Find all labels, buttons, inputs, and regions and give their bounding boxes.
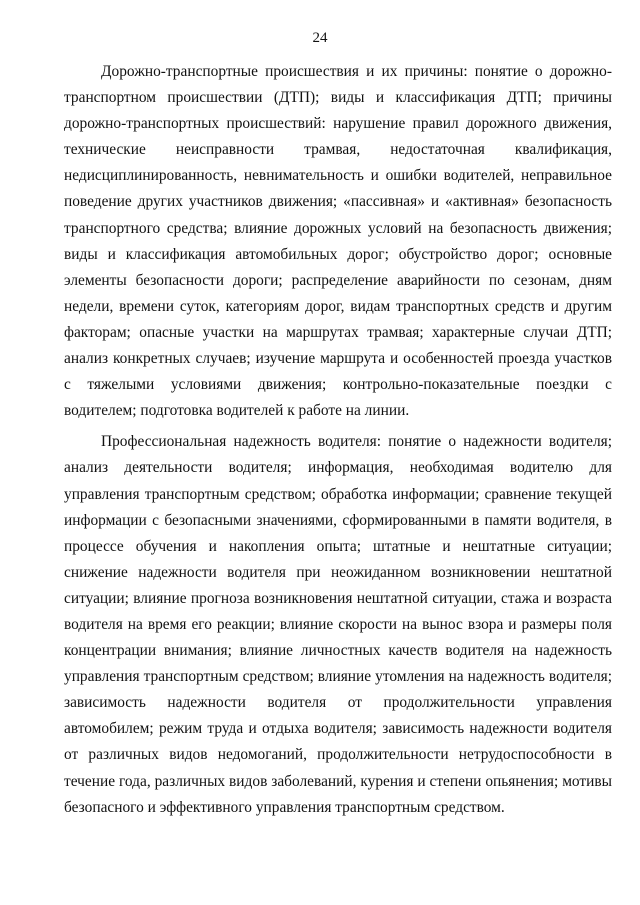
paragraph-road-accidents: Дорожно-транспортные происшествия и их причины: понятие о дорожно-транспортном происшествии (ДТП); виды и классификация ДТП; причины дорожно-транспортных происшествий: нарушение правил дорожного движения, технические неисправности трамвая, недостаточная квалификация, недисциплинированность, невнимательность и ошибки водителей, неправильное поведение других участников движения; «пассивная» и «активная» безопасность транспортного средства; влияние дорожных условий на безопасность движения; виды и классификация автомобильных дорог; обустройство дорог; основные элементы безопасности дороги; распределение аварийности по сезонам, дням недели, времени суток, категориям дорог, видам транспортных средств и другим факторам; опасные участки на маршрутах трамвая; характерные случаи ДТП; анализ конкретных случаев; изучение маршрута и особенностей проезда участков с тяжелыми условиями движения; контрольно-показательные поездки с водителем; подготовка водителей к работе на линии. — [64, 63, 612, 420]
page-number: 24 — [312, 30, 328, 46]
paragraph-driver-reliability: Профессиональная надежность водителя: понятие о надежности водителя; анализ деятельности водителя; информация, необходимая водителю для управления транспортным средством; обработка информации; сравнение текущей информации с безопасными значениями, сформированными в памяти водителя, в процессе обучения и накопления опыта; штатные и нештатные ситуации; снижение надежности водителя при неожиданном возникновении нештатной ситуации; влияние прогноза возникновения нештатной ситуации, стажа и возраста водителя на время его реакции; влияние скорости на вынос взора и размеры поля концентрации внимания; влияние личностных качеств водителя на надежность управления транспортным средством; влияние утомления на надежность водителя; зависимость надежности водителя от продолжительности управления автомобилем; режим труда и отдыха водителя; зависимость надежности водителя от различных видов недомоганий, продолжительности нетрудоспособности в течение года, различных видов заболеваний, курения и степени опьянения; мотивы безопасного и эффективного управления транспортным средством. — [64, 433, 612, 816]
document-body — [64, 59, 612, 821]
